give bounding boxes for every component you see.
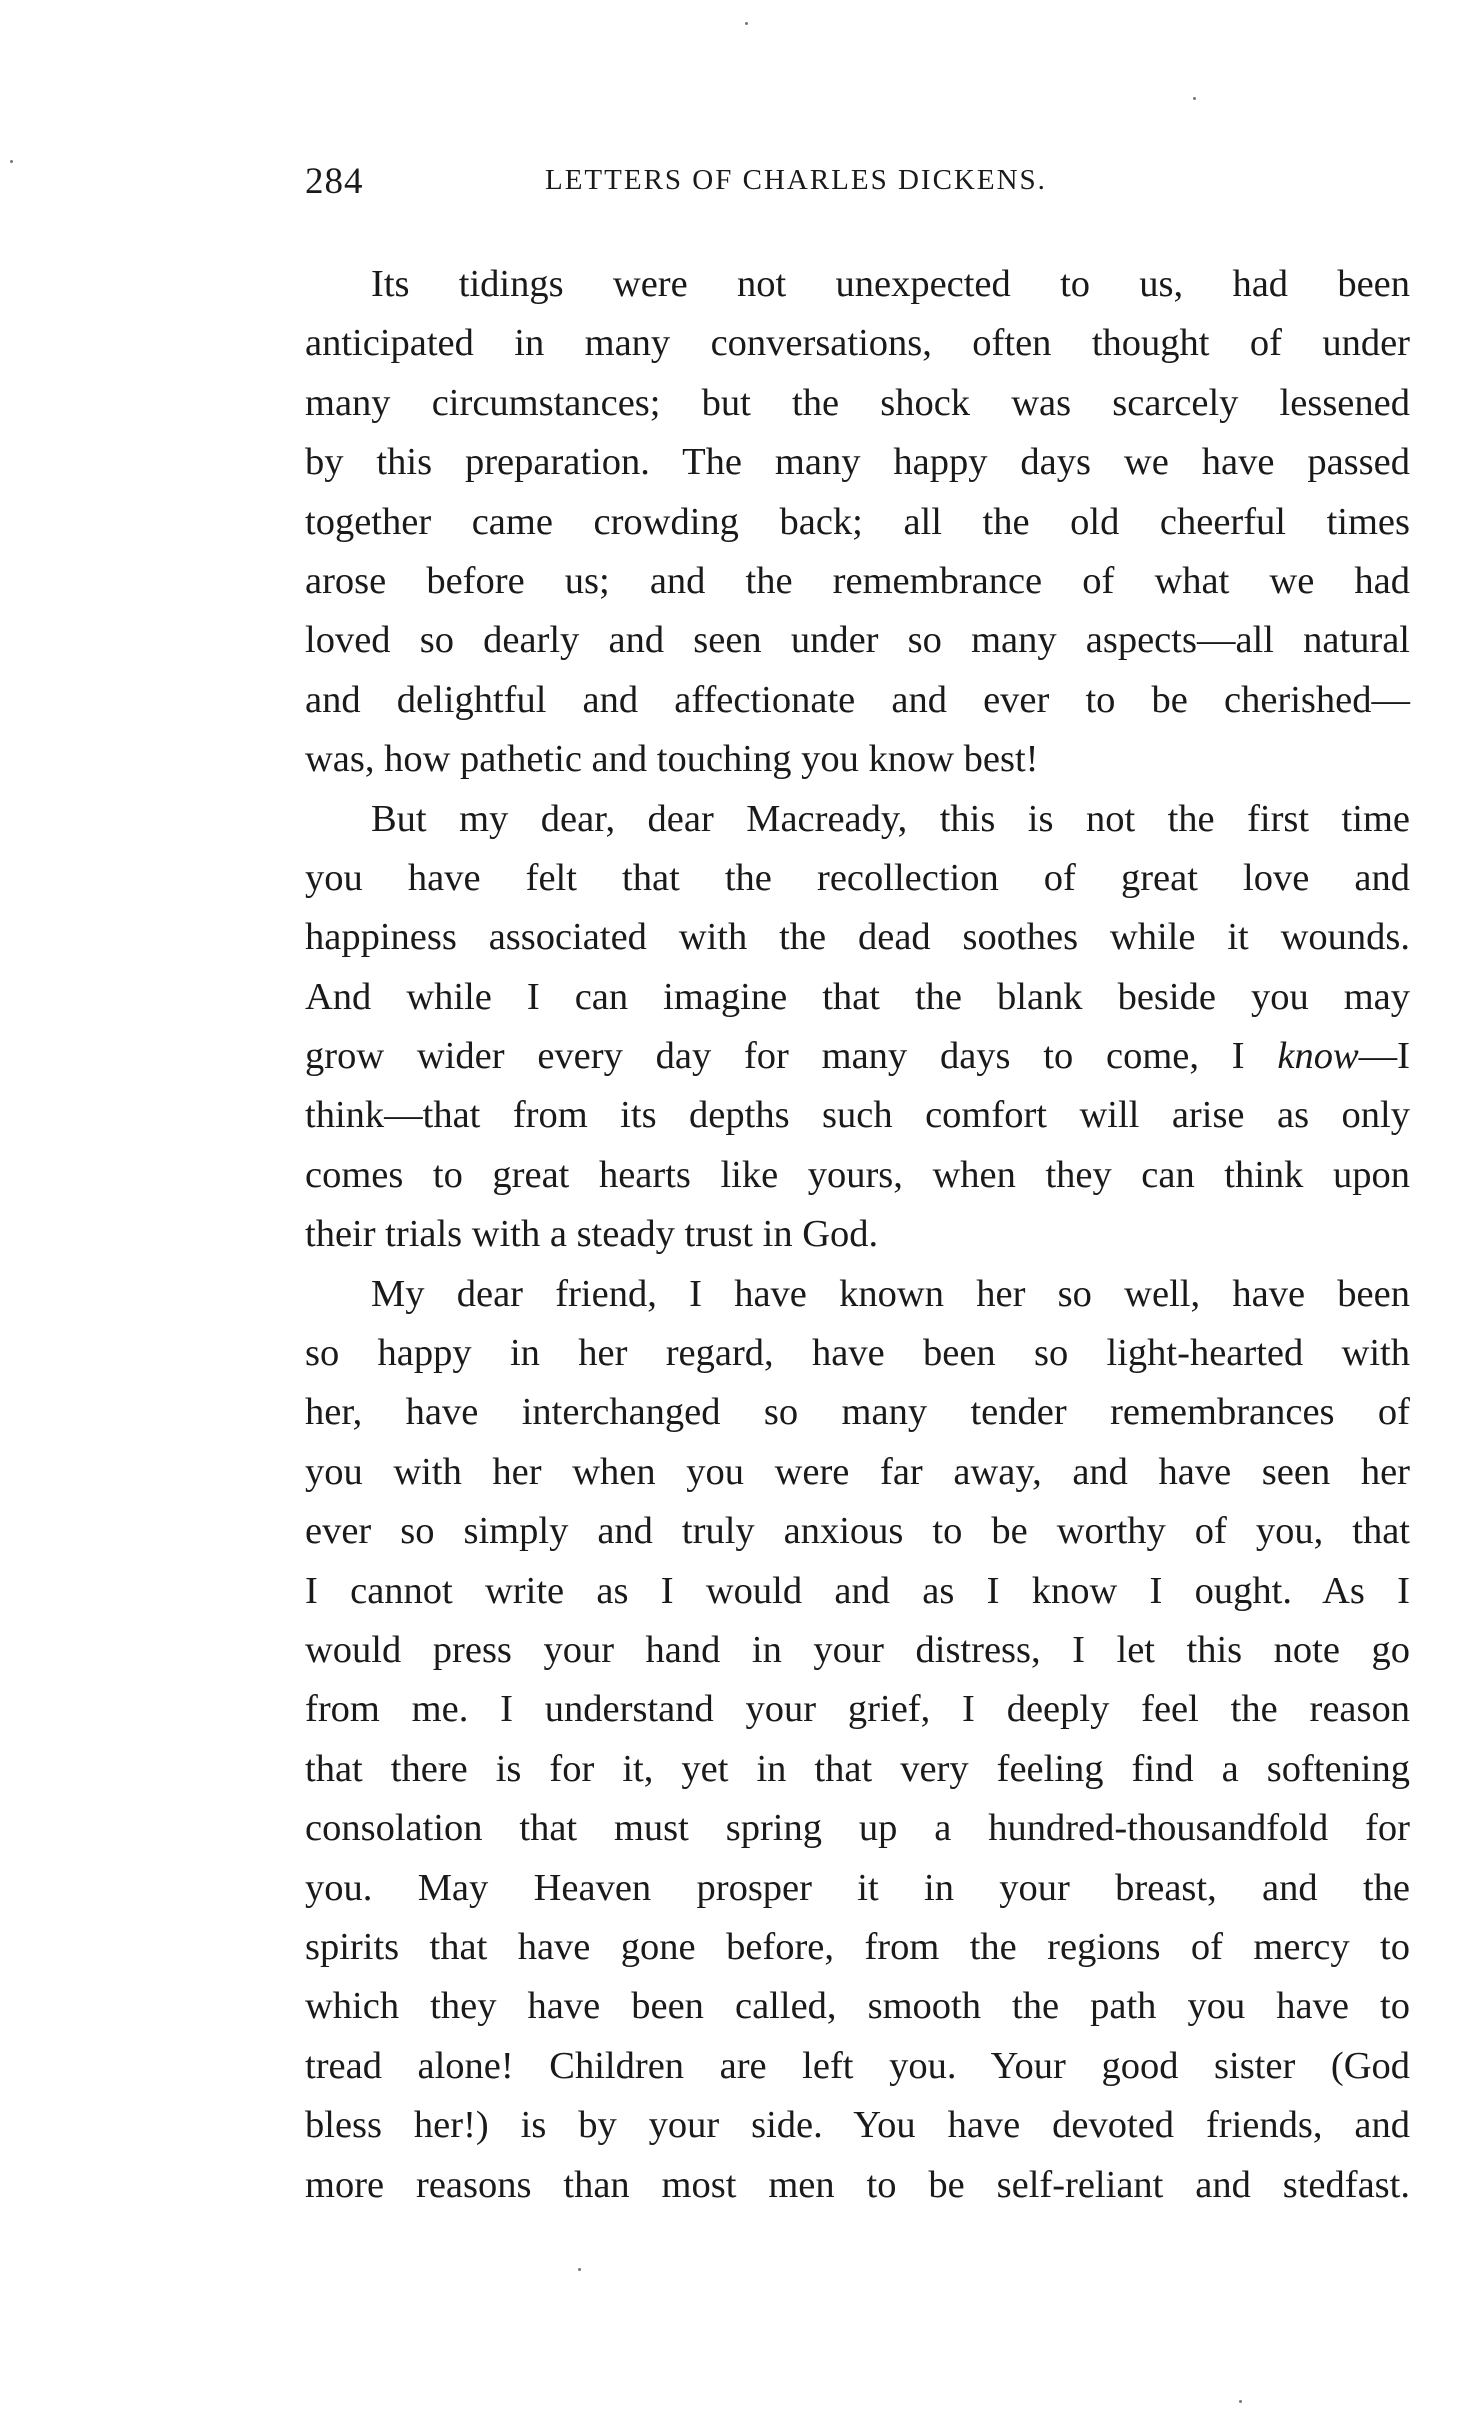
text-segment: grow wider every day for many days to come, I [305,1035,1245,1078]
text-line-with-emphasis [305,1027,1410,1086]
text-line: her, have interchanged so many tender remembrances of [305,1391,1410,1434]
paragraph-2 [305,790,1410,1265]
text-line: bless her!) is by your side. You have devoted friends, and [305,2104,1410,2147]
running-title: LETTERS OF CHARLES DICKENS. [545,164,1047,196]
text-line: their trials with a steady trust in God. [305,1213,879,1256]
text-line: by this preparation. The many happy days we have passed [305,441,1410,484]
text-line: that there is for it, yet in that very feeling find a softening [305,1747,1410,1790]
text-line: so happy in her regard, have been so light-hearted with [305,1332,1410,1375]
body-text [305,255,1410,2215]
text-line: But my dear, dear Macready, this is not the first time [371,797,1410,840]
paragraph-3 [305,1265,1410,2215]
page-header [305,160,1415,220]
text-line: which they have been called, smooth the path you have to [305,1985,1410,2028]
scan-speck [578,2268,581,2271]
scan-speck [1239,2400,1242,2403]
text-line: from me. I understand your grief, I deeply feel the reason [305,1688,1410,1731]
text-line: arose before us; and the remembrance of what we had [305,559,1410,602]
text-line: happiness associated with the dead soothes while it wounds. [305,916,1410,959]
scan-speck [1193,97,1196,100]
text-line: spirits that have gone before, from the regions of mercy to [305,1925,1410,1968]
text-line: I cannot write as I would and as I know I ought. As I [305,1569,1410,1612]
text-line: more reasons than most men to be self-reliant and stedfast. [305,2163,1410,2206]
scan-speck [745,22,748,25]
text-line: you with her when you were far away, and have seen her [305,1450,1410,1493]
paragraph-1 [305,255,1410,790]
scan-speck [10,160,13,163]
page-number: 284 [305,161,364,202]
text-line: together came crowding back; all the old cheerful times [305,500,1410,543]
text-line: and delightful and affectionate and ever to be cherished— [305,678,1410,721]
text-line: And while I can imagine that the blank beside you may [305,975,1410,1018]
text-line: you have felt that the recollection of great love and [305,856,1410,899]
emphasized-word: know [1277,1035,1359,1078]
text-line: tread alone! Children are left you. Your good sister (God [305,2044,1410,2087]
text-line: ever so simply and truly anxious to be worthy of you, that [305,1510,1410,1553]
text-line: would press your hand in your distress, I let this note go [305,1628,1410,1671]
text-segment: —I [1358,1035,1410,1078]
text-line: was, how pathetic and touching you know best! [305,738,1039,781]
text-line: you. May Heaven prosper it in your breast, and the [305,1866,1410,1909]
text-line: comes to great hearts like yours, when they can think upon [305,1153,1410,1196]
text-line: anticipated in many conversations, often thought of under [305,322,1410,365]
text-line: loved so dearly and seen under so many aspects—all natural [305,619,1410,662]
text-line: think—that from its depths such comfort will arise as only [305,1094,1410,1137]
text-line: Its tidings were not unexpected to us, had been [371,263,1410,305]
text-line: My dear friend, I have known her so well, have been [371,1272,1410,1315]
text-line: consolation that must spring up a hundred-thousandfold for [305,1807,1410,1850]
text-line: many circumstances; but the shock was scarcely lessened [305,381,1410,424]
